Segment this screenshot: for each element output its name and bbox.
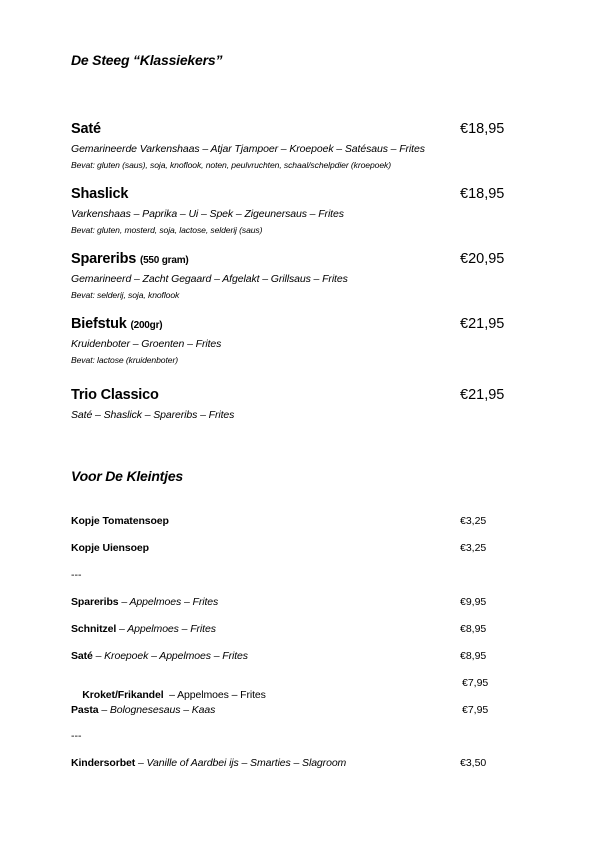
kids-item-name: Saté (71, 650, 93, 662)
dish-name-text: Biefstuk (71, 316, 127, 332)
kids-item-price: €3,25 (460, 542, 487, 554)
kids-item-description: – Appelmoes – Frites (118, 596, 219, 608)
dish-name-text: Shaslick (71, 186, 129, 202)
kids-item-description: – Kroepoek – Appelmoes – Frites (92, 650, 248, 662)
kids-item-price: €7,95 (462, 704, 489, 716)
kids-item-schnitzel (71, 623, 216, 635)
kids-item-price: €3,25 (460, 515, 487, 527)
dish-allergens-shaslick: Bevat: gluten, mosterd, soja, lactose, selderij (saus) (71, 225, 263, 235)
kids-item-price: €8,95 (460, 623, 487, 635)
dish-name-text: Saté (71, 121, 101, 137)
kids-item-description: – Appelmoes – Frites (116, 623, 216, 635)
dish-name-shaslick (71, 186, 128, 202)
kids-item-name: Pasta (71, 704, 99, 716)
dish-description-sate: Gemarineerde Varkenshaas – Atjar Tjampoer – Kroepoek – Satésaus – Frites (71, 143, 425, 155)
kids-item-name: Schnitzel (71, 623, 117, 635)
dish-description-trio-classico: Saté – Shaslick – Spareribs – Frites (71, 409, 235, 421)
classics-section-title: De Steeg “Klassiekers” (71, 52, 223, 68)
dish-price-sate: €18,95 (460, 121, 505, 137)
dish-name-text: Trio Classico (71, 387, 159, 403)
dish-price-biefstuk: €21,95 (460, 316, 505, 332)
kids-item-price: €9,95 (460, 596, 487, 608)
kids-item-name: Kopje Tomatensoep (71, 515, 169, 527)
dish-name-sate (71, 121, 101, 137)
dish-allergens-spareribs: Bevat: selderij, soja, knoflook (71, 290, 180, 300)
kids-item-description: – Vanille of Aardbei ijs – Smarties – Slagroom (135, 757, 347, 769)
kids-item-tomatensoep (71, 515, 169, 527)
dish-description-biefstuk: Kruidenboter – Groenten – Frites (71, 338, 222, 350)
kids-item-sate (71, 650, 248, 662)
dish-size: (200gr) (130, 320, 163, 331)
dish-allergens-biefstuk: Bevat: lactose (kruidenboter) (71, 355, 178, 365)
dish-name-trio-classico (71, 387, 159, 403)
kids-item-description: – Bolognesesaus – Kaas (98, 704, 216, 716)
dish-name-spareribs (71, 251, 189, 267)
kids-item-pasta (71, 704, 215, 716)
dish-description-spareribs: Gemarineerd – Zacht Gegaard – Afgelakt – Grillsaus – Frites (71, 273, 348, 285)
dish-name-text: Spareribs (71, 251, 137, 267)
kids-item-uiensoep (71, 542, 149, 554)
kids-item-description: – Appelmoes – Frites (163, 689, 266, 701)
kids-item-name: Kopje Uiensoep (71, 542, 149, 554)
dish-allergens-sate: Bevat: gluten (saus), soja, knoflook, noten, peulvruchten, schaal/schelpdier (kroepoek) (71, 160, 391, 170)
dish-price-shaslick: €18,95 (460, 186, 505, 202)
dish-price-spareribs: €20,95 (460, 251, 505, 267)
kids-item-price: €7,95 (462, 677, 489, 689)
kids-section-title: Voor De Kleintjes (71, 468, 183, 484)
dish-size: (550 gram) (139, 255, 189, 266)
kids-item-name: Spareribs (71, 596, 119, 608)
kids-item-price: €3,50 (460, 757, 487, 769)
dish-name-biefstuk (71, 316, 162, 332)
kids-item-kindersorbet (71, 757, 346, 769)
kids-item-name: Kroket/Frikandel (82, 689, 164, 701)
dish-description-shaslick: Varkenshaas – Paprika – Ui – Spek – Zigeunersaus – Frites (71, 208, 344, 220)
kids-item-price: €8,95 (460, 650, 487, 662)
separator-dashes: --- (71, 730, 82, 742)
kids-item-name: Kindersorbet (71, 757, 136, 769)
separator-dashes: --- (71, 569, 82, 581)
dish-price-trio-classico: €21,95 (460, 387, 505, 403)
kids-item-spareribs (71, 596, 218, 608)
